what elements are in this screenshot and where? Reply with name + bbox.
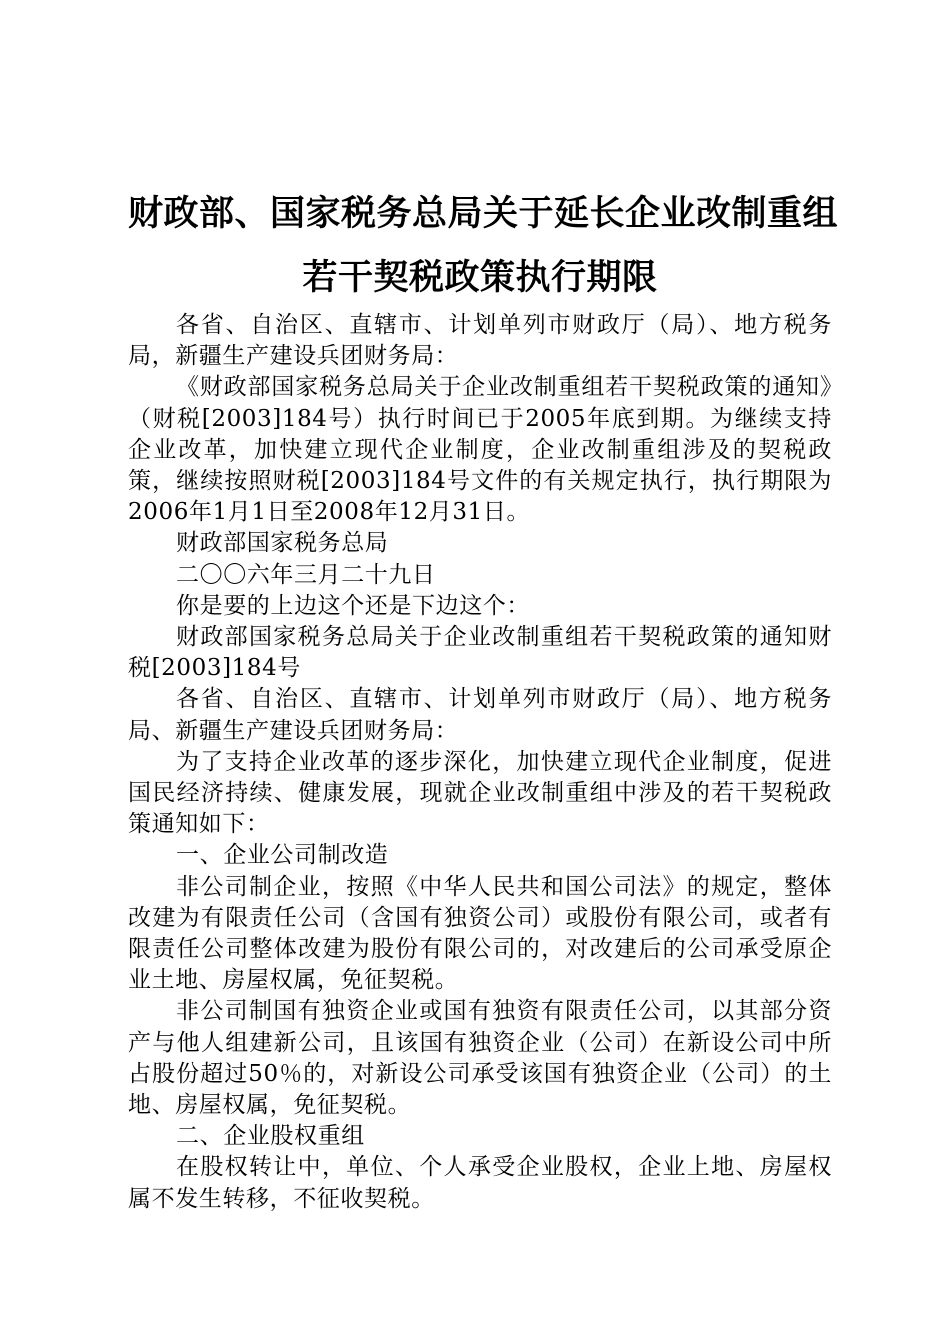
section-1-paragraph-2: 非公司制国有独资企业或国有独资有限责任公司，以其部分资产与他人组建新公司，且该国有独资企业（公司）在新设公司中所占股份超过50％的，对新设公司承受该国有独资企业（公司）的土地、房屋权属，免征契税。: [128, 998, 832, 1119]
document-title-line-1: 财政部、国家税务总局关于延长企业改制重组: [128, 194, 839, 234]
document-title: [128, 182, 839, 310]
intro-paragraph: 为了支持企业改革的逐步深化，加快建立现代企业制度，促进国民经济持续、健康发展，现就企业改制重组中涉及的若干契税政策通知如下：: [128, 748, 832, 838]
second-salutation: 各省、自治区、直辖市、计划单列市财政厅（局）、地方税务局、新疆生产建设兵团财务局：: [128, 686, 832, 744]
issue-date: 二〇〇六年三月二十九日: [176, 561, 436, 588]
section-1-paragraph-1: 非公司制企业，按照《中华人民共和国公司法》的规定，整体改建为有限责任公司（含国有独资公司）或股份有限公司，或者有限责任公司整体改建为股份有限公司的，对改建后的公司承受原企业土地、房屋权属，免征契税。: [128, 873, 832, 994]
section-heading-2: 二、企业股权重组: [176, 1123, 365, 1150]
question-line: 你是要的上边这个还是下边这个：: [176, 592, 530, 619]
document-body: [128, 310, 832, 1215]
document-page: [128, 182, 839, 1215]
document-title-line-2: 若干契税政策执行期限: [302, 258, 658, 298]
issuer-signature: 财政部国家税务总局: [176, 530, 389, 557]
second-notice-title: 财政部国家税务总局关于企业改制重组若干契税政策的通知财税[2003]184号: [128, 624, 832, 682]
notice-paragraph: 《财政部国家税务总局关于企业改制重组若干契税政策的通知》（财税[2003]184号）执行时间已于2005年底到期。为继续支持企业改革，加快建立现代企业制度，企业改制重组涉及的契税政策，继续按照财税[2003]184号文件的有关规定执行，执行期限为2006年1月1日至2008年12月31日。: [128, 374, 832, 526]
section-2-paragraph-1: 在股权转让中，单位、个人承受企业股权，企业上地、房屋权属不发生转移，不征收契税。: [128, 1154, 832, 1212]
section-heading-1: 一、企业公司制改造: [176, 842, 389, 869]
salutation: 各省、自治区、直辖市、计划单列市财政厅（局）、地方税务局，新疆生产建设兵团财务局：: [128, 312, 832, 370]
